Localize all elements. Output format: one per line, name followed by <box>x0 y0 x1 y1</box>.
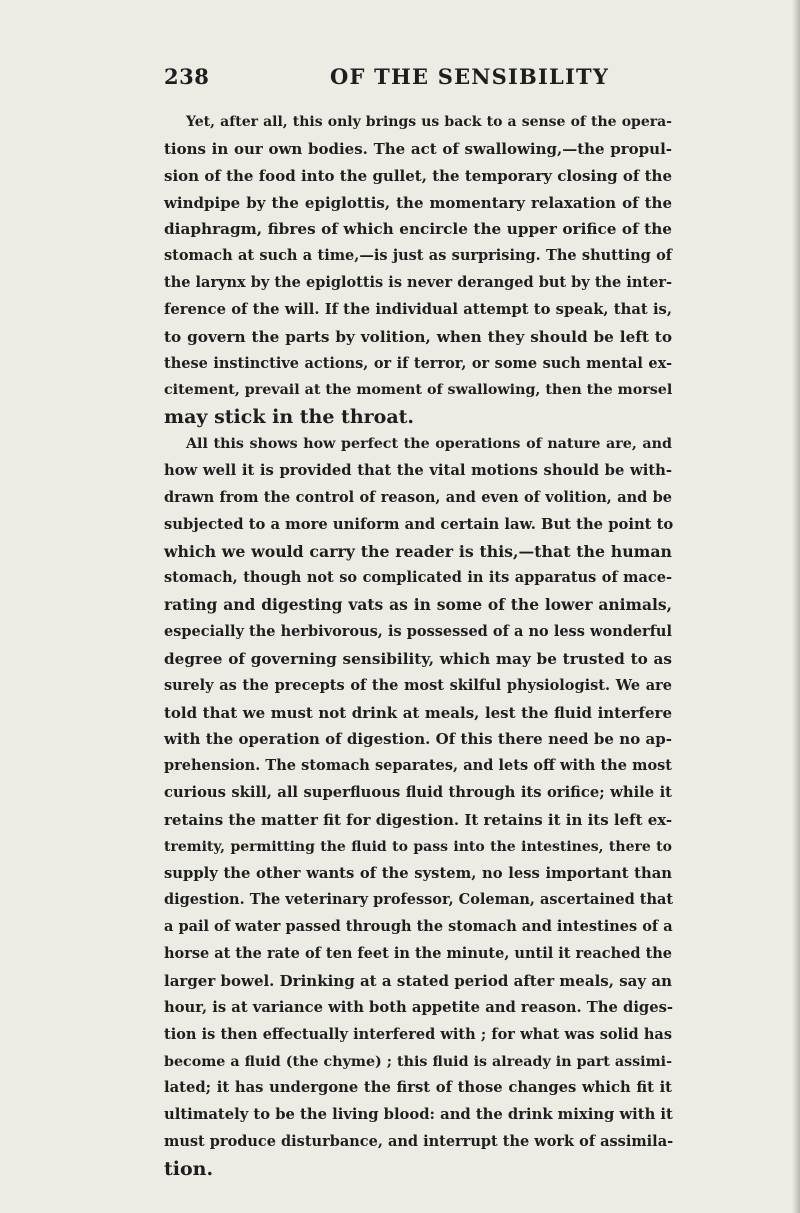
text-line: ultimately to be the living blood: and the drink mixing with it <box>164 1106 673 1124</box>
text-line: supply the other wants of the system, no less important than <box>164 864 672 882</box>
text-line: rating and digesting vats as in some of the lower animals, <box>164 595 672 615</box>
text-line: digestion. The veterinary professor, Coleman, ascertained that <box>164 891 674 909</box>
text-line: tremity, permitting the fluid to pass into the intestines, there to <box>164 838 672 855</box>
page-edge-shadow <box>792 0 800 1213</box>
text-line: tion is then effectually interfered with ; for what was solid has <box>164 1025 672 1043</box>
text-line: degree of governing sensibility, which may be trusted to as <box>164 649 672 668</box>
text-line: subjected to a more uniform and certain law. But the point to <box>164 515 674 533</box>
text-line: the larynx by the epiglottis is never deranged but by the inter- <box>164 274 672 292</box>
text-line: Yet, after all, this only brings us back to a sense of the opera- <box>186 114 672 130</box>
text-line: citement, prevail at the moment of swallowing, then the morsel <box>164 382 673 399</box>
text-line: diaphragm, fibres of which encircle the upper orifice of the <box>164 220 672 239</box>
text-line: curious skill, all superfluous fluid through its orifice; while it <box>164 784 672 802</box>
text-line: which we would carry the reader is this,—that the human <box>164 541 672 561</box>
text-line: surely as the precepts of the most skilful physiologist. We are <box>164 676 672 694</box>
text-line: All this shows how perfect the operations of nature are, and <box>186 436 672 453</box>
text-line: to govern the parts by volition, when they should be left to <box>164 327 672 346</box>
text-line: told that we must not drink at meals, lest the fluid interfere <box>164 703 672 722</box>
text-line: these instinctive actions, or if terror, or some such mental ex- <box>164 354 672 372</box>
text-line: larger bowel. Drinking at a stated period after meals, say an <box>164 972 672 990</box>
text-line: sion of the food into the gullet, the temporary closing of the <box>164 166 672 185</box>
body-text <box>164 109 672 1183</box>
text-line: lated; it has undergone the first of those changes which fit it <box>164 1079 672 1097</box>
text-line: must produce disturbance, and interrupt the work of assimila- <box>164 1133 674 1151</box>
text-line: tion. <box>164 1157 214 1180</box>
text-line: stomach, though not so complicated in its apparatus of mace- <box>164 569 672 587</box>
text-line: horse at the rate of ten feet in the minute, until it reached the <box>164 945 673 963</box>
text-line: windpipe by the epiglottis, the momentary relaxation of the <box>164 193 672 212</box>
text-line: how well it is provided that the vital motions should be with- <box>164 461 672 479</box>
page-header <box>164 64 674 94</box>
text-line: stomach at such a time,—is just as surprising. The shutting of <box>164 247 672 265</box>
text-line: hour, is at variance with both appetite and reason. The diges- <box>164 998 674 1016</box>
text-line: become a fluid (the chyme) ; this fluid is already in part assimi- <box>164 1053 672 1070</box>
running-head: OF THE SENSIBILITY <box>330 64 610 89</box>
text-line: a pail of water passed through the stomach and intestines of a <box>164 918 673 936</box>
text-line: drawn from the control of reason, and even of volition, and be <box>164 488 672 506</box>
text-line: ference of the will. If the individual attempt to speak, that is, <box>164 300 672 318</box>
text-line: tions in our own bodies. The act of swallowing,—the propul- <box>164 139 672 158</box>
text-line: prehension. The stomach separates, and lets off with the most <box>164 757 672 775</box>
page-number: 238 <box>164 64 210 89</box>
text-line: retains the matter fit for digestion. It retains it in its left ex- <box>164 810 673 829</box>
text-line: may stick in the throat. <box>164 406 415 429</box>
text-line: with the operation of digestion. Of this there need be no ap- <box>164 730 672 749</box>
text-line: especially the herbivorous, is possessed of a no less wonderful <box>164 623 672 641</box>
